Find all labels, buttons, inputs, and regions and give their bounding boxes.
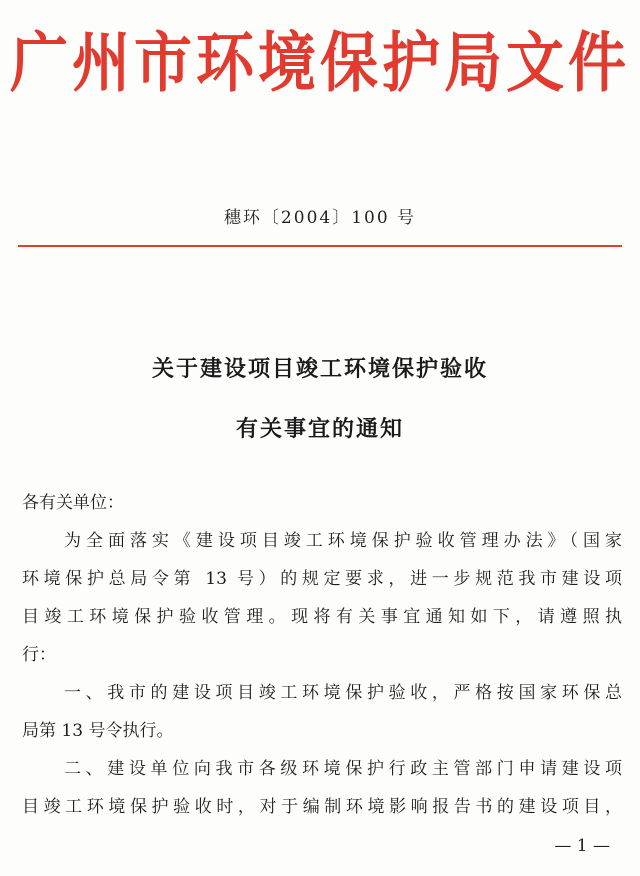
notice-body [22, 484, 622, 826]
body-line: 行： [22, 645, 56, 665]
notice-title-line-1: 关于建设项目竣工环境保护验收 [151, 356, 488, 382]
page-number: — 1 — [554, 836, 610, 856]
body-line: 为全面落实《建设项目竣工环境保护验收管理办法》（国家 [64, 531, 622, 551]
body-line: 环境保护总局令第 13 号）的规定要求，进一步规范我市建设项 [22, 569, 622, 589]
red-divider-line [18, 245, 622, 247]
body-line: 一、我市的建设项目竣工环境保护验收，严格按国家环保总 [64, 683, 622, 703]
body-line: 二、建设单位向我市各级环境保护行政主管部门申请建设项 [64, 759, 622, 779]
salutation: 各有关单位： [22, 493, 124, 513]
body-line: 目竣工环境保护验收管理。现将有关事宜通知如下，请遵照执 [22, 607, 622, 627]
document-number: 穗环〔2004〕100 号 [223, 208, 417, 228]
notice-title-line-2: 有关事宜的通知 [235, 416, 404, 442]
issuer-header: 广州市环境保护局文件 [9, 24, 630, 101]
body-line: 局第 13 号令执行。 [22, 721, 174, 741]
body-line: 目竣工环境保护验收时，对于编制环境影响报告书的建设项目， [22, 797, 622, 817]
